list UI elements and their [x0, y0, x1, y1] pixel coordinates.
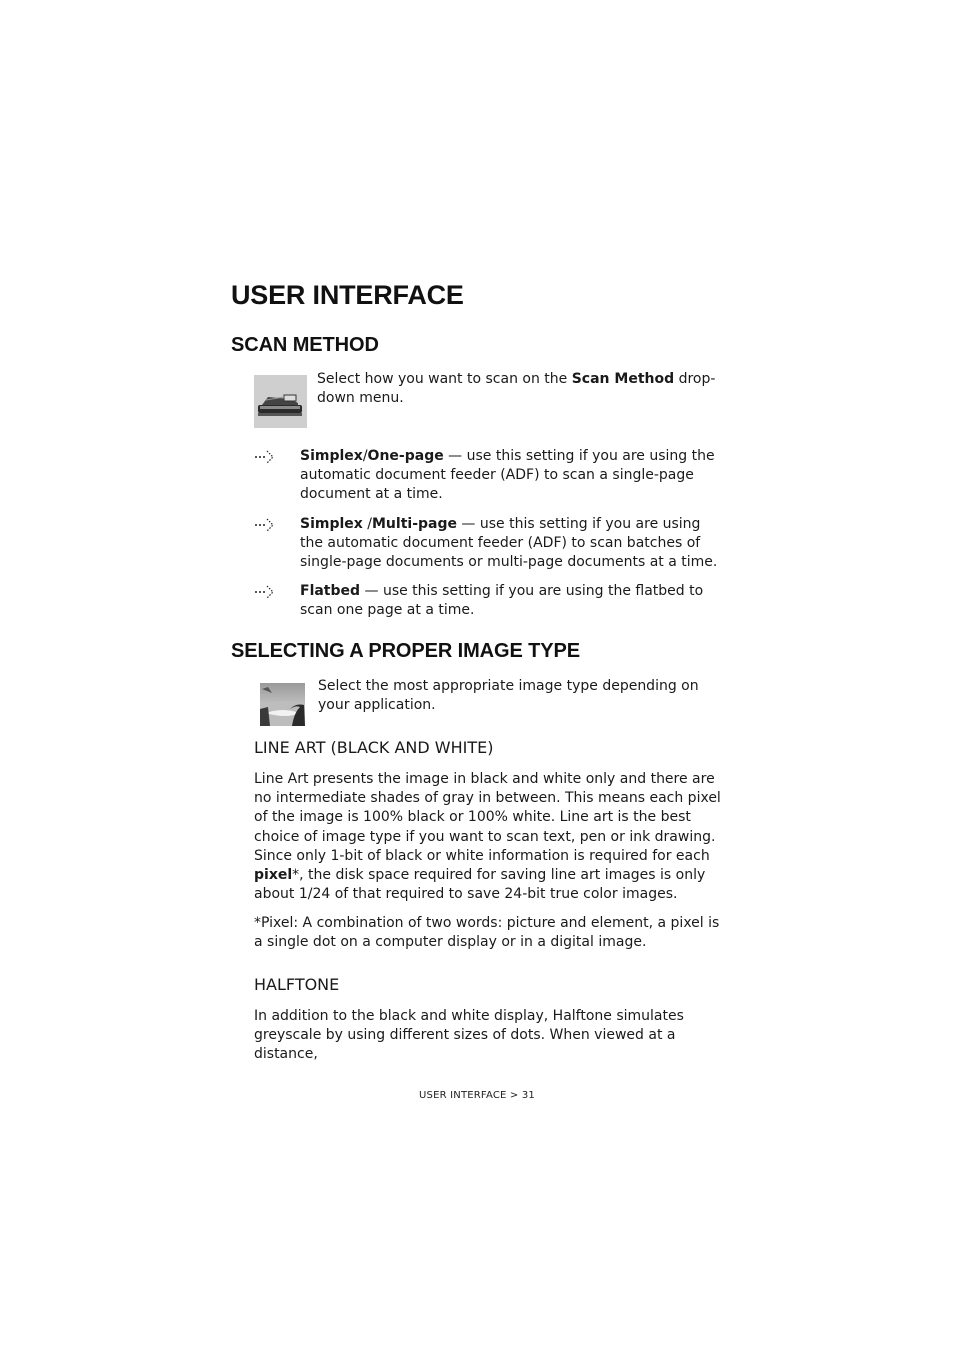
scan-method-intro: Select how you want to scan on the Scan Method drop-down menu.: [317, 371, 716, 407]
line-art-paragraph: Line Art presents the image in black and white only and there are no intermediate shades of gray in between. This means each pixel of the image is 100% black or 100% white. Line art is the best choice of image type if you want to scan text, pen or ink drawing. Since only 1-bit of black or white information is required for each pixel*, the disk space required for saving line art images is only about 1/24 of that required to save 24-bit true color images.: [254, 771, 721, 903]
line-art-heading: LINE ART (BLACK AND WHITE): [254, 738, 494, 757]
halftone-paragraph: In addition to the black and white display, Halftone simulates greyscale by using different sizes of dots. When viewed at a distance,: [254, 1008, 684, 1063]
image-type-heading: SELECTING A PROPER IMAGE TYPE: [231, 640, 580, 662]
list-item: Simplex/One-page — use this setting if you are using the automatic document feeder (ADF) to scan a single-page document at a time.: [300, 448, 715, 503]
page-title: USER INTERFACE: [231, 280, 464, 310]
list-item: Simplex /Multi-page — use this setting if you are using the automatic document feeder (ADF) to scan batches of single-page documents or multi-page documents at a time.: [300, 516, 718, 571]
page-footer: USER INTERFACE > 31: [419, 1090, 535, 1101]
arrow-bullet-icon: [254, 585, 276, 599]
list-item: Flatbed — use this setting if you are using the flatbed to scan one page at a time.: [300, 583, 704, 619]
photo-icon: [260, 683, 305, 726]
arrow-bullet-icon: [254, 518, 276, 532]
arrow-bullet-icon: [254, 450, 276, 464]
scanner-icon: [254, 375, 307, 428]
scan-method-heading: SCAN METHOD: [231, 334, 379, 356]
pixel-footnote: *Pixel: A combination of two words: picture and element, a pixel is a single dot on a computer display or in a digital image.: [254, 915, 720, 951]
image-type-intro: Select the most appropriate image type depending on your application.: [318, 678, 699, 714]
halftone-heading: HALFTONE: [254, 975, 340, 994]
